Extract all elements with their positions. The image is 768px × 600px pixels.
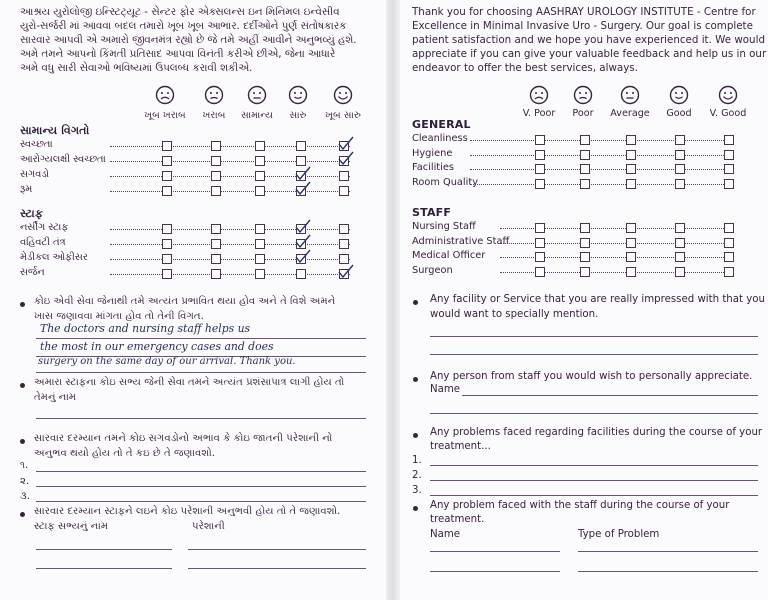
check-mark-icon: [294, 180, 312, 196]
rating-checkbox[interactable]: [626, 164, 636, 174]
rating-row-label: સ્વચ્છતા: [20, 139, 53, 150]
left-intro-line: યુરો-સર્જરી માં આવવા બદલ તમારો ખૂબ ખૂબ આભાર. દર્દીઓને પુર્ણ સંતોષકારક: [20, 20, 347, 32]
row-leader-line: [470, 155, 734, 156]
rating-label-very-poor: V. Poor: [522, 108, 556, 119]
bullet: [20, 439, 25, 444]
rating-checkbox[interactable]: [675, 164, 685, 174]
rating-checkbox[interactable]: [255, 156, 265, 166]
bullet: [413, 377, 418, 382]
check-mark-icon: [294, 233, 312, 249]
row-leader-line: [110, 176, 350, 177]
rating-checkbox[interactable]: [162, 171, 172, 181]
rating-checkbox[interactable]: [255, 239, 265, 249]
right-q1-line: Any facility or Service that you are really impressed with that you: [430, 294, 765, 305]
rating-checkbox[interactable]: [162, 224, 172, 234]
rating-row-label: આરોગ્યલક્ષી સ્વચ્છતા: [20, 154, 106, 165]
rating-checkbox[interactable]: [255, 254, 265, 264]
left-staff-title: સ્ટાફ: [20, 207, 43, 220]
rating-row-label: Administrative Staff: [412, 235, 510, 247]
answer-line[interactable]: [430, 571, 560, 572]
very-good-face-icon: [333, 85, 353, 105]
rating-checkbox[interactable]: [296, 141, 306, 151]
row-leader-line: [110, 191, 350, 192]
rating-row-label: સર્જન: [20, 267, 45, 278]
good-face-icon: [288, 85, 308, 105]
right-intro-line: endeavor to offer the best services, always.: [412, 62, 638, 74]
rating-row-label: Hygiene: [412, 147, 453, 159]
row-leader-line: [110, 161, 350, 162]
very-poor-face-icon: [529, 85, 549, 105]
row-leader-line: [470, 184, 734, 185]
rating-checkbox[interactable]: [626, 267, 636, 277]
rating-checkbox[interactable]: [339, 239, 349, 249]
rating-checkbox[interactable]: [724, 238, 734, 248]
rating-checkbox[interactable]: [724, 223, 734, 233]
rating-label-very-good: V. Good: [709, 108, 747, 119]
answer-line[interactable]: [430, 495, 758, 496]
rating-checkbox[interactable]: [724, 150, 734, 160]
rating-checkbox[interactable]: [626, 150, 636, 160]
rating-checkbox[interactable]: [255, 171, 265, 181]
rating-checkbox[interactable]: [580, 223, 590, 233]
rating-checkbox[interactable]: [162, 239, 172, 249]
rating-checkbox[interactable]: [339, 224, 349, 234]
rating-checkbox[interactable]: [580, 135, 590, 145]
rating-checkbox[interactable]: [211, 254, 221, 264]
good-face-icon: [669, 85, 689, 105]
left-q2-line: અમારા સ્ટાફના કોઇ સભ્ય જેની સેવા તમને અત્યંત પ્રશંસાપાત્ર લાગી હોય તો: [34, 377, 345, 388]
row-leader-line: [470, 140, 734, 141]
right-q2-line: Any person from staff you would wish to personally appreciate.: [430, 371, 753, 382]
handwritten-answer-line: surgery on the same day of our arrival. Thank you.: [38, 356, 296, 367]
left-intro-line: સારવાર આપવી એ અમારો જીવનમંત્ર રહ્યો છે જે તમે અહીં આવીને અનુભવ્યું હશે.: [20, 34, 357, 46]
rating-checkbox[interactable]: [626, 223, 636, 233]
check-mark-icon: [337, 150, 355, 166]
rating-checkbox[interactable]: [339, 171, 349, 181]
rating-checkbox[interactable]: [535, 150, 545, 160]
rating-checkbox[interactable]: [211, 156, 221, 166]
rating-label-poor: ખરાબ: [202, 110, 226, 121]
answer-line[interactable]: [36, 372, 366, 373]
answer-line[interactable]: [578, 551, 758, 552]
rating-row-label: Medical Officer: [412, 250, 486, 261]
rating-checkbox[interactable]: [626, 252, 636, 262]
right-q3-line: Any problems faced regarding facilities during the course of your: [430, 427, 763, 438]
row-leader-line: [110, 229, 350, 230]
rating-row-label: વહિવટી તંત્ર: [20, 237, 66, 248]
answer-line[interactable]: [36, 549, 172, 550]
bullet: [20, 512, 25, 517]
rating-checkbox[interactable]: [535, 252, 545, 262]
answer-line[interactable]: [430, 413, 758, 414]
bullet: [20, 383, 25, 388]
rating-checkbox[interactable]: [211, 269, 221, 279]
rating-checkbox[interactable]: [162, 269, 172, 279]
rating-label-average: Average: [610, 108, 650, 119]
left-q4-col-name: સ્ટાફ સભ્યનું નામ: [34, 521, 109, 532]
rating-row-label: Nursing Staff: [412, 221, 476, 232]
left-general-title: સામાન્ય વિગતો: [20, 124, 90, 137]
right-q4-line: treatment.: [430, 514, 485, 525]
rating-checkbox[interactable]: [675, 179, 685, 189]
rating-checkbox[interactable]: [626, 135, 636, 145]
rating-checkbox[interactable]: [724, 179, 734, 189]
bullet: [20, 302, 25, 307]
check-mark-icon: [337, 135, 355, 151]
answer-line[interactable]: [36, 471, 366, 472]
left-q4-line: સારવાર દરમ્યાન સ્ટાફને લઇને કોઇ પરેશાની અનુભવી હોય તો તે જણાવશો.: [34, 506, 341, 517]
rating-checkbox[interactable]: [211, 239, 221, 249]
right-staff-title: STAFF: [412, 206, 452, 219]
rating-checkbox[interactable]: [211, 171, 221, 181]
left-q4-col-problem: પરેશાની: [192, 521, 225, 532]
answer-line[interactable]: [578, 571, 758, 572]
rating-checkbox[interactable]: [535, 238, 545, 248]
answer-line[interactable]: [430, 480, 758, 481]
rating-checkbox[interactable]: [724, 164, 734, 174]
answer-line[interactable]: [36, 501, 366, 502]
left-intro-line: અમે વધુ સારી સેવાઓ ભવિષ્યમાં ઉપલબ્ધ કરાવી શકીએ.: [20, 62, 253, 74]
answer-line[interactable]: [430, 336, 758, 337]
poor-face-icon: [204, 85, 224, 105]
right-q4-col-problem: Type of Problem: [578, 529, 660, 540]
right-general-title: GENERAL: [412, 118, 471, 131]
right-q3-line: treatment...: [430, 441, 491, 452]
answer-line[interactable]: [36, 486, 366, 487]
average-face-icon: [620, 85, 640, 105]
rating-checkbox[interactable]: [255, 224, 265, 234]
rating-checkbox[interactable]: [255, 269, 265, 279]
rating-label-average: સામાન્ય: [241, 110, 273, 121]
rating-checkbox[interactable]: [211, 186, 221, 196]
rating-checkbox[interactable]: [162, 141, 172, 151]
rating-row-label: Room Quality: [412, 176, 479, 188]
row-leader-line: [470, 169, 734, 170]
list-number: 2.: [412, 470, 422, 481]
right-q4-line: Any problem faced with the staff during the course of your: [430, 500, 730, 511]
bullet: [413, 300, 418, 305]
bullet: [413, 506, 418, 511]
list-number: ૩.: [20, 491, 31, 502]
list-number: ૨.: [20, 476, 30, 487]
rating-checkbox[interactable]: [626, 179, 636, 189]
rating-checkbox[interactable]: [675, 150, 685, 160]
rating-checkbox[interactable]: [724, 267, 734, 277]
rating-row-label: Facilities: [412, 162, 454, 173]
list-number: 1.: [412, 455, 422, 466]
left-q3-line: સારવાર દરમ્યાન તમને કોઇ સગવડોનો અભાવ કે કોઇ જાતની પરેશાની નો: [34, 433, 333, 444]
right-q2-name-label: Name: [430, 384, 461, 395]
check-mark-icon: [294, 248, 312, 264]
rating-checkbox[interactable]: [675, 267, 685, 277]
rating-checkbox[interactable]: [162, 254, 172, 264]
rating-checkbox[interactable]: [162, 156, 172, 166]
right-intro-line: patient satisfaction and we hope you have experienced it. We would: [412, 34, 765, 46]
rating-row-label: Surgeon: [412, 264, 453, 276]
row-leader-line: [110, 274, 350, 275]
very-good-face-icon: [718, 85, 738, 105]
answer-line[interactable]: [430, 465, 758, 466]
handwritten-answer-line: the most in our emergency cases and does: [40, 340, 274, 353]
rating-row-label: મેડીકલ ઓફીસર: [20, 252, 88, 263]
poor-face-icon: [573, 85, 593, 105]
rating-label-very-good: ખૂબ સારુ: [325, 110, 361, 121]
rating-checkbox[interactable]: [580, 238, 590, 248]
rating-checkbox[interactable]: [296, 269, 306, 279]
answer-line[interactable]: [462, 395, 758, 396]
list-number: ૧.: [20, 460, 29, 471]
rating-checkbox[interactable]: [580, 267, 590, 277]
rating-checkbox[interactable]: [580, 179, 590, 189]
right-q1-line: would want to specially mention.: [430, 309, 599, 320]
handwritten-answer-line: The doctors and nursing staff helps us: [40, 322, 251, 335]
rating-checkbox[interactable]: [535, 164, 545, 174]
rating-checkbox[interactable]: [535, 179, 545, 189]
rating-label-very-poor: ખૂબ ખરાબ: [144, 110, 186, 121]
rating-checkbox[interactable]: [724, 135, 734, 145]
rating-checkbox[interactable]: [535, 135, 545, 145]
very-poor-face-icon: [155, 85, 175, 105]
rating-checkbox[interactable]: [211, 141, 221, 151]
check-mark-icon: [294, 218, 312, 234]
right-intro-line: appreciate if you can give your valuable feedback and help us in our: [412, 48, 767, 60]
rating-checkbox[interactable]: [675, 238, 685, 248]
right-intro-line: Thank you for choosing AASHRAY UROLOGY INSTITUTE - Centre for: [412, 6, 756, 18]
rating-checkbox[interactable]: [580, 164, 590, 174]
rating-checkbox[interactable]: [580, 252, 590, 262]
rating-checkbox[interactable]: [626, 238, 636, 248]
rating-checkbox[interactable]: [675, 135, 685, 145]
bullet: [413, 433, 418, 438]
rating-checkbox[interactable]: [162, 186, 172, 196]
row-leader-line: [110, 244, 350, 245]
right-intro-line: Excellence in Minimal Invasive Uro - Surgery. Our goal is complete: [412, 20, 753, 32]
rating-row-label: Cleanliness: [412, 133, 468, 144]
answer-line[interactable]: [36, 418, 366, 419]
left-q2-line: તેમનું નામ: [34, 392, 77, 403]
rating-checkbox[interactable]: [535, 223, 545, 233]
rating-row-label: નર્સીંગ સ્ટાફ: [20, 222, 69, 233]
rating-checkbox[interactable]: [724, 252, 734, 262]
answer-line[interactable]: [36, 568, 172, 569]
left-q1-line: કોઇ એવી સેવા જેનાથી તમે અત્યંત પ્રભાવિત થયા હોવ અને તે વિશે અમને: [34, 296, 336, 307]
rating-checkbox[interactable]: [580, 150, 590, 160]
answer-line[interactable]: [36, 338, 366, 339]
answer-line[interactable]: [188, 568, 366, 569]
answer-line[interactable]: [430, 354, 758, 355]
page-fold: [386, 0, 400, 600]
rating-row-label: રૂમ: [20, 184, 33, 195]
rating-checkbox[interactable]: [211, 224, 221, 234]
answer-line[interactable]: [188, 549, 366, 550]
row-leader-line: [110, 146, 350, 147]
rating-checkbox[interactable]: [339, 186, 349, 196]
list-number: 3.: [412, 485, 422, 496]
average-face-icon: [247, 85, 267, 105]
left-intro-line: આશ્રય યુરોલોજી ઇન્સ્ટિટ્યૂટ - સેન્ટર ફોર એક્સલન્સ ઇન મિનિમલ ઇન્વેસીવ: [20, 6, 340, 18]
rating-checkbox[interactable]: [255, 186, 265, 196]
rating-label-poor: Poor: [572, 108, 594, 119]
rating-row-label: સગવડો: [20, 169, 50, 180]
rating-checkbox[interactable]: [255, 141, 265, 151]
rating-label-good: Good: [666, 108, 692, 119]
check-mark-icon: [294, 165, 312, 181]
answer-line[interactable]: [430, 551, 560, 552]
left-q1-line: ખાસ જણાવવા માંગતા હોવ તો તેની વિગત.: [34, 311, 204, 322]
rating-checkbox[interactable]: [675, 223, 685, 233]
left-intro-line: અમે તમને આપનો કિંમતી પ્રતિસાદ આપવા વિનંતી કરીએ છીએ, જેના આધારે: [20, 48, 336, 60]
check-mark-icon: [337, 263, 355, 279]
rating-checkbox[interactable]: [675, 252, 685, 262]
rating-label-good: સારુ: [289, 110, 307, 121]
right-q4-col-name: Name: [430, 529, 461, 540]
row-leader-line: [110, 259, 350, 260]
rating-checkbox[interactable]: [535, 267, 545, 277]
left-q3-line: અનુભવ થયો હોય તો તે કઇ છે તે જણાવશો.: [34, 448, 216, 459]
